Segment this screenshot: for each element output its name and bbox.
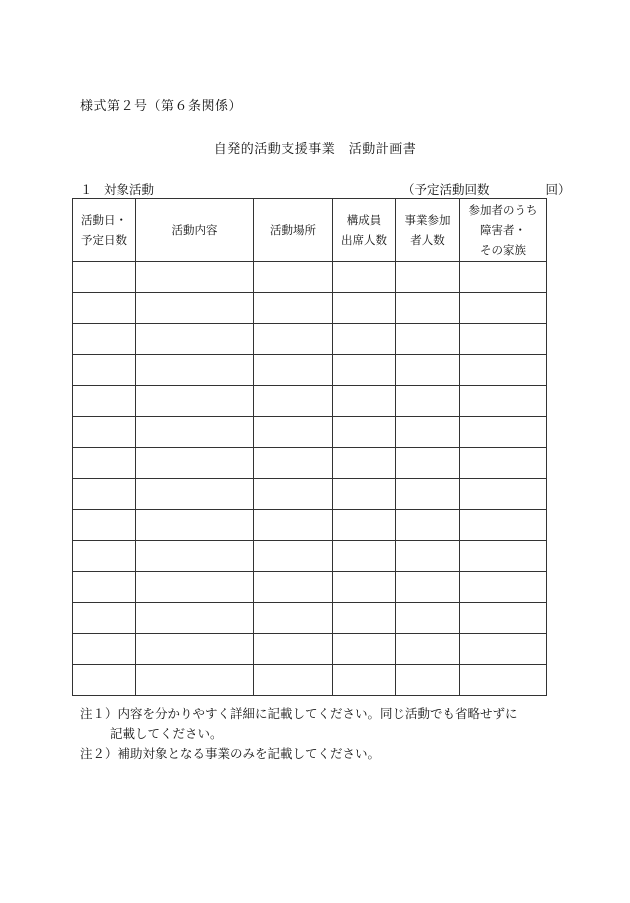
table-cell[interactable] [333,293,396,324]
section-heading [80,180,154,198]
table-cell[interactable] [460,510,547,541]
table-cell[interactable] [333,603,396,634]
table-cell[interactable] [254,572,333,603]
table-cell[interactable] [73,448,136,479]
table-cell[interactable] [254,355,333,386]
table-cell[interactable] [333,665,396,696]
table-cell[interactable] [136,665,254,696]
table-cell[interactable] [254,634,333,665]
table-row [73,665,547,696]
table-cell[interactable] [254,479,333,510]
table-row [73,262,547,293]
table-cell[interactable] [333,479,396,510]
table-cell[interactable] [73,603,136,634]
table-cell[interactable] [333,417,396,448]
table-cell[interactable] [73,386,136,417]
note-1-label: 注１） [80,706,118,721]
table-cell[interactable] [333,262,396,293]
notes-section [80,704,560,764]
table-cell[interactable] [396,665,460,696]
table-row [73,634,547,665]
table-cell[interactable] [396,603,460,634]
table-body [73,262,547,696]
table-cell[interactable] [254,665,333,696]
table-row [73,541,547,572]
table-cell[interactable] [73,510,136,541]
table-cell[interactable] [460,665,547,696]
note-1 [80,704,560,744]
section-header [80,180,571,198]
table-cell[interactable] [136,417,254,448]
table-cell[interactable] [396,386,460,417]
table-row [73,448,547,479]
table-cell[interactable] [333,386,396,417]
table-cell[interactable] [73,262,136,293]
table-cell[interactable] [254,603,333,634]
note-1-line-1: 内容を分かりやすく詳細に記載してください。同じ活動でも省略せずに [117,706,518,721]
table-row [73,572,547,603]
table-cell[interactable] [73,479,136,510]
table-cell[interactable] [460,448,547,479]
table-cell[interactable] [333,448,396,479]
table-cell[interactable] [333,541,396,572]
form-number: 様式第２号（第６条関係） [80,99,243,114]
header-disabled-participants: 参加者のうち 障害者・ その家族 [460,199,547,262]
table-cell[interactable] [73,572,136,603]
activity-plan-table [72,198,547,696]
table-cell[interactable] [396,293,460,324]
table-cell[interactable] [136,572,254,603]
table-cell[interactable] [396,634,460,665]
table-cell[interactable] [396,324,460,355]
section-title: 対象活動 [104,182,155,197]
table-cell[interactable] [73,355,136,386]
planned-activity-count [402,180,571,198]
table-cell[interactable] [136,293,254,324]
header-activity-content: 活動内容 [136,199,254,262]
table-cell[interactable] [396,417,460,448]
table-cell[interactable] [460,324,547,355]
table-cell[interactable] [254,262,333,293]
table-cell[interactable] [136,262,254,293]
table-cell[interactable] [333,324,396,355]
table-cell[interactable] [460,572,547,603]
table-cell[interactable] [73,324,136,355]
table-cell[interactable] [136,541,254,572]
table-cell[interactable] [136,355,254,386]
table-cell[interactable] [333,510,396,541]
table-row [73,293,547,324]
table-cell[interactable] [136,448,254,479]
table-row [73,510,547,541]
note-1-line-2: 記載してください。 [110,726,223,741]
table-cell[interactable] [333,634,396,665]
table-cell[interactable] [460,355,547,386]
table-cell[interactable] [460,603,547,634]
note-2 [80,744,560,764]
table-cell[interactable] [460,541,547,572]
table-cell[interactable] [396,479,460,510]
table-row [73,603,547,634]
table-cell[interactable] [396,262,460,293]
table-cell[interactable] [333,355,396,386]
table-row [73,355,547,386]
table-cell[interactable] [254,510,333,541]
table-cell[interactable] [73,541,136,572]
table-cell[interactable] [460,417,547,448]
table-cell[interactable] [396,355,460,386]
table-cell[interactable] [136,634,254,665]
table-row [73,386,547,417]
planned-count-unit: 回） [545,182,571,197]
header-participant-count: 事業参加 者人数 [396,199,460,262]
table-row [73,324,547,355]
table-cell[interactable] [396,541,460,572]
table-cell[interactable] [333,572,396,603]
table-row [73,479,547,510]
table-cell[interactable] [136,510,254,541]
table-cell[interactable] [254,386,333,417]
note-2-label: 注２） [80,746,118,761]
table-cell[interactable] [254,417,333,448]
header-activity-location: 活動場所 [254,199,333,262]
table-cell[interactable] [136,324,254,355]
table-cell[interactable] [136,479,254,510]
table-cell[interactable] [460,262,547,293]
document-title: 自発的活動支援事業 活動計画書 [213,142,417,157]
table-cell[interactable] [73,293,136,324]
table-cell[interactable] [460,479,547,510]
table-row [73,417,547,448]
table-cell[interactable] [73,417,136,448]
table-cell[interactable] [396,572,460,603]
table-cell[interactable] [396,448,460,479]
table-cell[interactable] [460,293,547,324]
table-header-row [73,199,547,262]
table-cell[interactable] [254,293,333,324]
table-cell[interactable] [73,634,136,665]
table-cell[interactable] [73,665,136,696]
table-cell[interactable] [396,510,460,541]
table-cell[interactable] [136,603,254,634]
header-activity-date: 活動日・ 予定日数 [73,199,136,262]
note-2-line-1: 補助対象となる事業のみを記載してください。 [117,746,381,761]
header-member-attendance: 構成員 出席人数 [333,199,396,262]
section-number: １ [80,182,93,197]
table-cell[interactable] [254,541,333,572]
planned-count-label: （予定活動回数 [402,182,490,197]
table-cell[interactable] [460,634,547,665]
table-cell[interactable] [254,448,333,479]
table-cell[interactable] [254,324,333,355]
table-cell[interactable] [460,386,547,417]
table-cell[interactable] [136,386,254,417]
